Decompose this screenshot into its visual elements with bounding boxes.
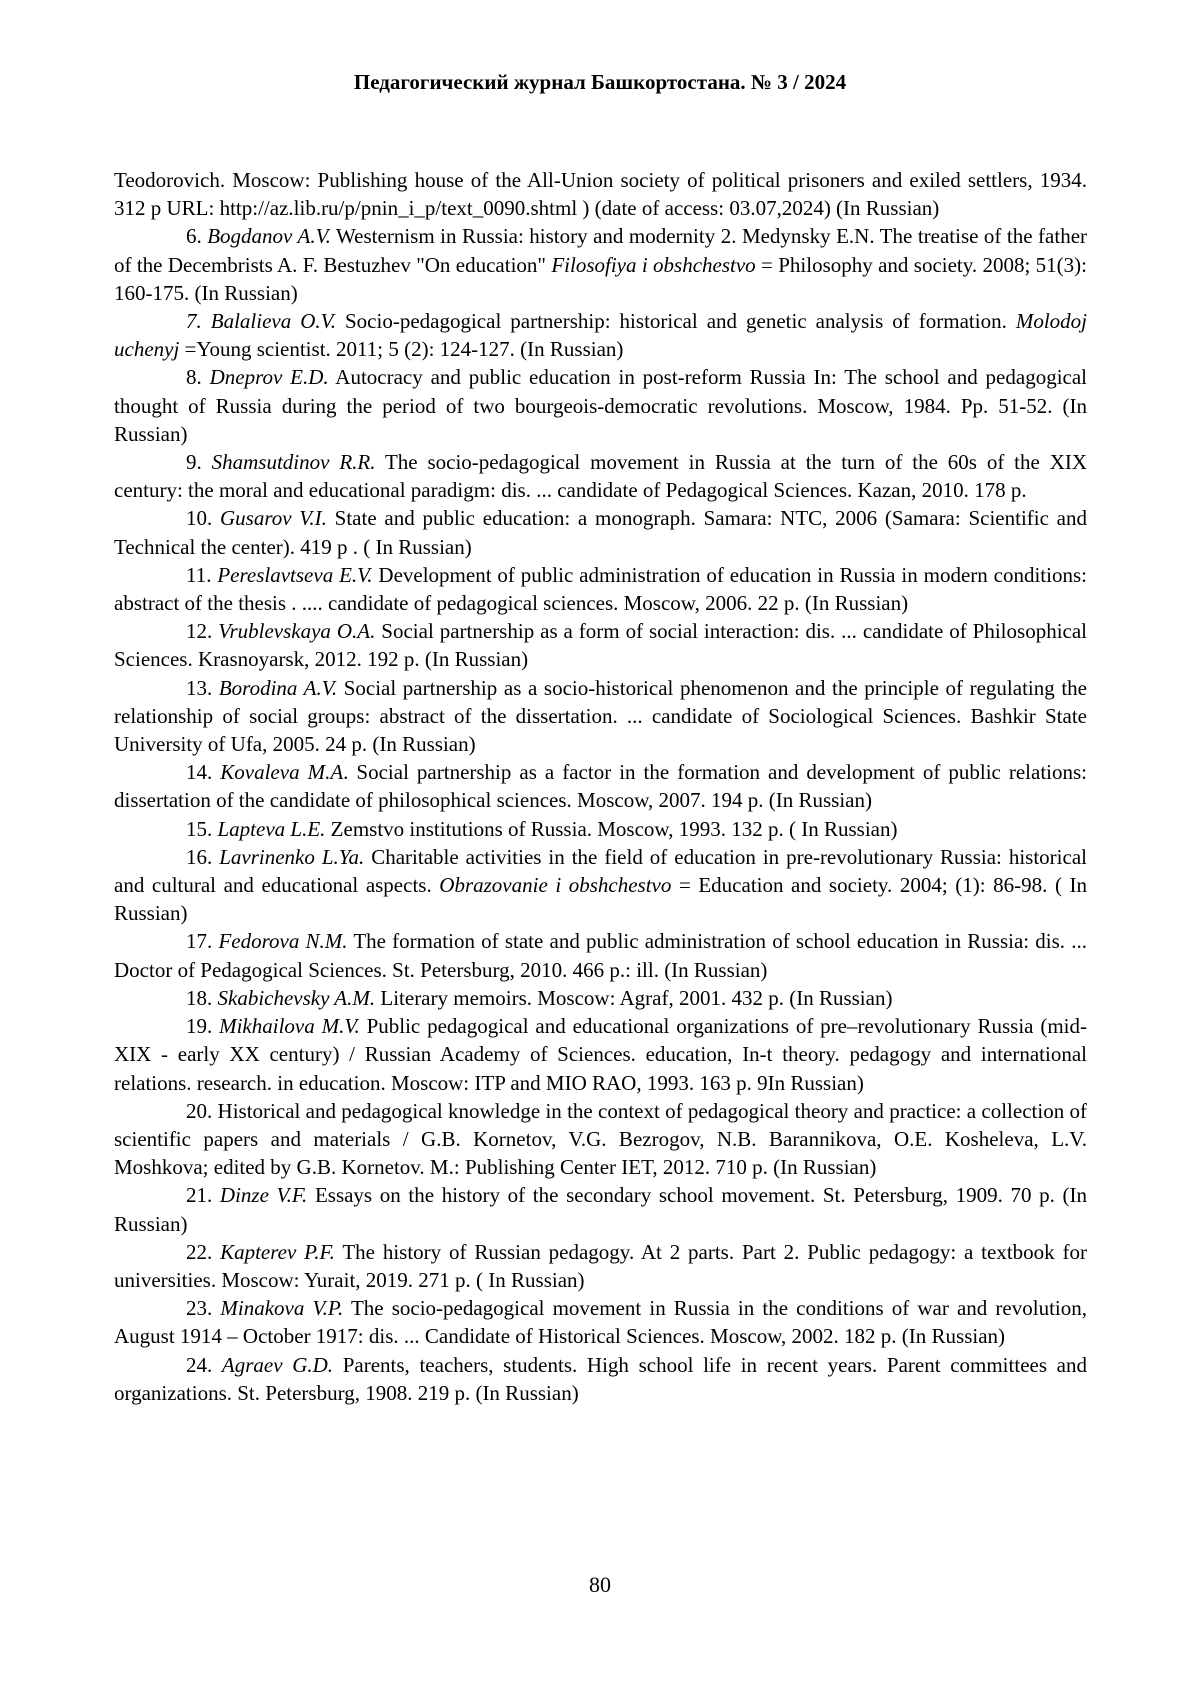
reference-item [114, 1351, 1087, 1407]
reference-item [114, 561, 1087, 617]
reference-number: 23. [186, 1296, 221, 1321]
reference-author: Bogdanov A.V. [207, 224, 331, 249]
reference-item [114, 1097, 1087, 1182]
reference-item [114, 843, 1087, 928]
journal-header: Педагогический журнал Башкортостана. № 3 / 2024 [353, 70, 847, 94]
reference-text: Teodorovich. Moscow: Publishing house of the All-Union society of political prisoners and exiled settlers, 1934. 312 p URL: http://az.lib.ru/p/pnin_i_p/text_0090.shtml ) (date of access: 03.07,2024) (In Russian) [114, 168, 1087, 221]
reference-list [114, 166, 1087, 1407]
reference-item [114, 1181, 1087, 1237]
reference-author: Pereslavtseva E.V. [217, 562, 373, 587]
reference-author: Dinze V.F. [219, 1183, 308, 1208]
reference-author: Mikhailova M.V. [219, 1014, 360, 1039]
reference-item [114, 758, 1087, 814]
reference-text-end: = Education and society. 2004; (1): 86-98. ( In Russian) [114, 873, 1087, 926]
reference-number: 21. [186, 1183, 220, 1208]
reference-text: The socio-pedagogical movement in Russia at the turn of the 60s of the XIX century: the moral and educational paradigm: dis. ... candidate of Pedagogical Sciences. Kazan, 2010. 178 p. [114, 450, 1088, 503]
reference-text: Charitable activities in the field of education in pre-revolutionary Russia: historical and cultural and educational aspects. [114, 844, 1087, 898]
reference-author: Lapteva L.E. [217, 816, 326, 841]
reference-number: 8. [186, 365, 210, 390]
reference-number: 11. [186, 562, 218, 587]
reference-number: 19. [186, 1014, 220, 1039]
reference-number: 18. [186, 985, 218, 1010]
reference-text: Public pedagogical and educational organizations of pre–revolutionary Russia (mid-XIX - early XX century) / Russian Academy of Sciences. education, In-t theory. pedagogy and international relations. research. in education. Moscow: ITP and MIO RAO, 1993. 163 p. 9In Russian) [114, 1014, 1087, 1095]
reference-text: Autocracy and public education in post-reform Russia In: The school and pedagogical thought of Russia during the period of two bourgeois-democratic revolutions. Moscow, 1984. Pp. 51-52. (In Russian) [114, 365, 1088, 446]
reference-author: Kovaleva M.A [220, 760, 344, 785]
reference-journal: Molodoj uchenyj [114, 309, 1087, 362]
reference-number: 20. [186, 1098, 218, 1123]
reference-number: 16. [186, 844, 220, 869]
reference-text: Parents, teachers, students. High school life in recent years. Parent committees and organizations. St. Petersburg, 1908. 219 p. (In Russian) [114, 1352, 1087, 1405]
reference-number: 12. [186, 619, 219, 644]
reference-author: Vrublevskaya O.A. [218, 619, 376, 644]
reference-item [114, 927, 1087, 983]
reference-text: Literary memoirs. Moscow: Agraf, 2001. 432 p. (In Russian) [375, 985, 893, 1010]
reference-text: Social partnership as a form of social interaction: dis. ... candidate of Philosophical Sciences. Krasnoyarsk, 2012. 192 p. (In Russian) [114, 619, 1088, 672]
reference-item [114, 504, 1087, 560]
reference-number: 22. [186, 1239, 221, 1264]
reference-text: . Social partnership as a factor in the formation and development of public relations: dissertation of the candidate of philosophical sciences. Moscow, 2007. 194 p. (In Russian) [114, 760, 1088, 813]
reference-item [114, 448, 1087, 504]
reference-item [114, 617, 1087, 673]
reference-item [114, 222, 1087, 307]
reference-author: Agraev G.D. [221, 1352, 334, 1377]
reference-author: Borodina A.V. [218, 675, 338, 700]
reference-author: Lavrinenko L.Ya. [219, 844, 365, 869]
reference-text: Socio-pedagogical partnership: historical and genetic analysis of formation. [336, 309, 1016, 334]
reference-author: 7. Balalieva O.V. [186, 309, 336, 334]
reference-text: Westernism in Russia: history and modernity 2. Medynsky E.N. The treatise of the father of the Decembrists A. F. Bestuzhev "On education" [114, 224, 1088, 277]
reference-number: 15. [186, 816, 218, 841]
reference-item [114, 166, 1087, 222]
reference-item [114, 674, 1087, 759]
reference-text-end: =Young scientist. 2011; 5 (2): 124-127. (In Russian) [179, 337, 624, 362]
reference-item [114, 307, 1087, 363]
reference-author: Kapterev P.F. [220, 1239, 335, 1264]
reference-number: 14. [186, 760, 221, 785]
reference-text: Social partnership as a socio-historical phenomenon and the principle of regulating the relationship of social groups: abstract of the dissertation. ... candidate of Sociological Sciences. Bashkir State University of Ufa, 2005. 24 p. (In Russian) [114, 675, 1087, 757]
reference-journal: Filosofiya i obshchestvo [551, 252, 756, 277]
reference-author: Fedorova N.M. [218, 929, 348, 954]
reference-author: Gusarov V.I. [220, 506, 327, 531]
reference-text-end: = Philosophy and society. 2008; 51(3): 160-175. (In Russian) [114, 252, 1087, 305]
reference-author: Minakova V.P. [220, 1296, 344, 1321]
reference-number: 24. [186, 1352, 222, 1377]
reference-number: 13. [186, 675, 219, 700]
reference-item [114, 363, 1087, 448]
reference-item [114, 1294, 1087, 1350]
reference-text: State and public education: a monograph. Samara: NTC, 2006 (Samara: Scientific and Technical the center). 419 p . ( In Russian) [114, 506, 1087, 559]
reference-item [114, 1238, 1087, 1294]
reference-text: The history of Russian pedagogy. At 2 parts. Part 2. Public pedagogy: a textbook for universities. Moscow: Yurait, 2019. 271 p. ( In Russian) [114, 1239, 1087, 1292]
reference-author: Dneprov E.D. [209, 365, 329, 390]
reference-text: The formation of state and public administration of school education in Russia: dis. ... Doctor of Pedagogical Sciences. St. Petersburg, 2010. 466 p.: ill. (In Russian) [114, 929, 1087, 982]
reference-item [114, 1012, 1087, 1097]
reference-number: 17. [186, 929, 219, 954]
reference-item [114, 984, 1087, 1012]
reference-text: Essays on the history of the secondary school movement. St. Petersburg, 1909. 70 p. (In Russian) [114, 1183, 1088, 1236]
reference-text: Development of public administration of education in Russia in modern conditions: abstract of the thesis . .... candidate of pedagogical sciences. Moscow, 2006. 22 p. (In Russian) [114, 562, 1087, 616]
page-number: 80 [589, 1572, 611, 1597]
reference-number: 6. [186, 224, 208, 249]
reference-item [114, 815, 1087, 843]
reference-number: 10. [186, 506, 220, 531]
reference-journal: Obrazovanie i obshchestvo [439, 873, 672, 898]
reference-author: Shamsutdinov R.R. [211, 450, 376, 475]
reference-text: Historical and pedagogical knowledge in the context of pedagogical theory and practice: a collection of scientific papers and materials / G.B. Kornetov, V.G. Bezrogov, N.B. Barannikova, O.E. Kosheleva, L.V. Moshkova; edited by G.B. Kornetov. M.: Publishing Center IET, 2012. 710 p. (In Russian) [114, 1098, 1087, 1180]
reference-author: Skabichevsky A.M. [217, 985, 376, 1010]
reference-number: 9. [186, 450, 212, 475]
reference-text: Zemstvo institutions of Russia. Moscow, 1993. 132 p. ( In Russian) [325, 816, 898, 841]
reference-text: The socio-pedagogical movement in Russia in the conditions of war and revolution, August 1914 – October 1917: dis. ... Candidate of Historical Sciences. Moscow, 2002. 182 p. (In Russian) [114, 1296, 1087, 1349]
